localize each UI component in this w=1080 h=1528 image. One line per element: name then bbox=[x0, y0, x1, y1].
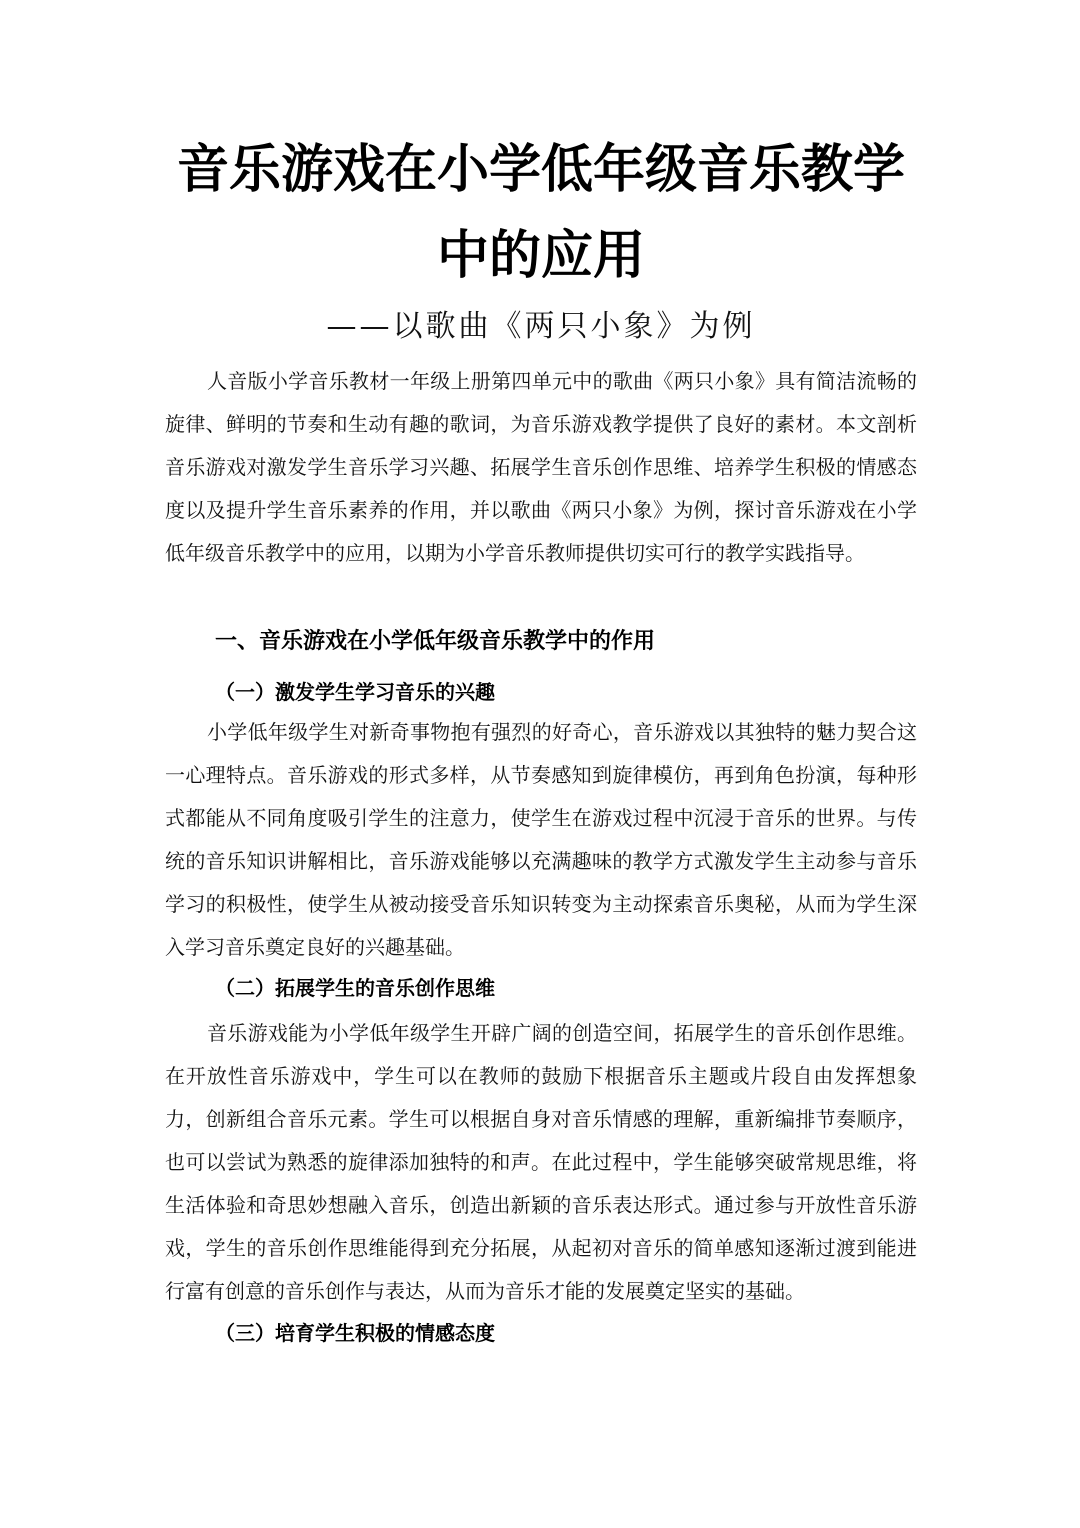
subsection-heading-3: （三）培育学生积极的情感态度 bbox=[215, 1321, 495, 1345]
subsection-2-paragraph: 音乐游戏能为小学低年级学生开辟广阔的创造空间，拓展学生的音乐创作思维。在开放性音乐游戏中，学生可以在教师的鼓励下根据音乐主题或片段自由发挥想象力，创新组合音乐元素。学生可以根据自身对音乐情感的理解，重新编排节奏顺序，也可以尝试为熟悉的旋律添加独特的和声。在此过程中，学生能够突破常规思维，将生活体验和奇思妙想融入音乐，创造出新颖的音乐表达形式。通过参与开放性音乐游戏，学生的音乐创作思维能得到充分拓展，从起初对音乐的简单感知逐渐过渡到能进行富有创意的音乐创作与表达，从而为音乐才能的发展奠定坚实的基础。 bbox=[165, 1021, 917, 1303]
subsection-heading-1: （一）激发学生学习音乐的兴趣 bbox=[215, 680, 495, 704]
subtitle: ——以歌曲《两只小象》为例 bbox=[326, 309, 756, 344]
title-line-2: 中的应用 bbox=[436, 226, 645, 286]
title-line-1: 音乐游戏在小学低年级音乐教学 bbox=[176, 140, 905, 200]
subsection-heading-2: （二）拓展学生的音乐创作思维 bbox=[215, 976, 495, 1000]
subsection-1-paragraph: 小学低年级学生对新奇事物抱有强烈的好奇心，音乐游戏以其独特的魅力契合这一心理特点。音乐游戏的形式多样，从节奏感知到旋律模仿，再到角色扮演，每种形式都能从不同角度吸引学生的注意力，使学生在游戏过程中沉浸于音乐的世界。与传统的音乐知识讲解相比，音乐游戏能够以充满趣味的教学方式激发学生主动参与音乐学习的积极性，使学生从被动接受音乐知识转变为主动探索音乐奥秘，从而为学生深入学习音乐奠定良好的兴趣基础。 bbox=[165, 720, 917, 959]
section-heading-1: 一、音乐游戏在小学低年级音乐教学中的作用 bbox=[215, 629, 656, 654]
intro-paragraph: 人音版小学音乐教材一年级上册第四单元中的歌曲《两只小象》具有简洁流畅的旋律、鲜明的节奏和生动有趣的歌词，为音乐游戏教学提供了良好的素材。本文剖析音乐游戏对激发学生音乐学习兴趣、拓展学生音乐创作思维、培养学生积极的情感态度以及提升学生音乐素养的作用，并以歌曲《两只小象》为例，探讨音乐游戏在小学低年级音乐教学中的应用，以期为小学音乐教师提供切实可行的教学实践指导。 bbox=[165, 369, 917, 565]
